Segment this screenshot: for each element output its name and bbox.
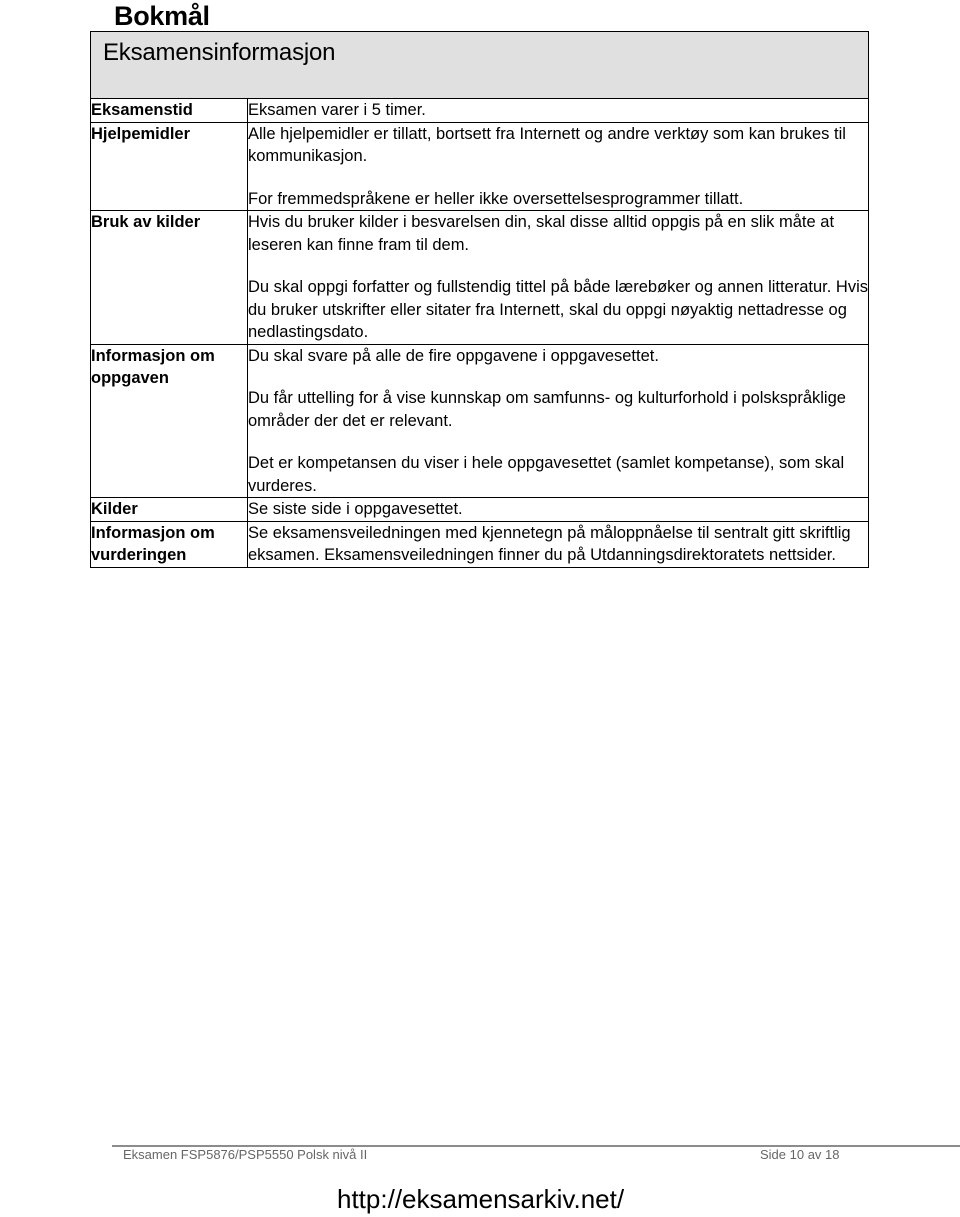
paragraph: Se eksamensveiledningen med kjennetegn på måloppnåelse til sentralt gitt skriftlig eksamen. Eksamensveiledningen finner du på Utdanningsdirektoratets nettsider. bbox=[248, 523, 851, 564]
table-row-hjelpemidler bbox=[91, 122, 869, 211]
paragraph: Du får uttelling for å vise kunnskap om samfunns- og kulturforhold i polskspråklige områder der det er relevant. bbox=[248, 389, 846, 430]
table-title-cell bbox=[91, 32, 869, 99]
row-content bbox=[248, 122, 869, 211]
row-label: Bruk av kilder bbox=[91, 211, 248, 345]
row-content bbox=[248, 99, 869, 123]
paragraph: Det er kompetansen du viser i hele oppgavesettet (samlet kompetanse), som skal vurderes. bbox=[248, 454, 845, 495]
table-row-informasjon-om-vurderingen bbox=[91, 521, 869, 567]
footer-exam-code: Eksamen FSP5876/PSP5550 Polsk nivå II bbox=[123, 1147, 368, 1162]
table-title: Eksamensinformasjon bbox=[103, 39, 336, 66]
table-row-eksamenstid bbox=[91, 99, 869, 123]
paragraph: Du skal svare på alle de fire oppgavene i oppgavesettet. bbox=[248, 346, 659, 365]
row-label: Eksamenstid bbox=[91, 99, 248, 123]
paragraph: Eksamen varer i 5 timer. bbox=[248, 101, 426, 119]
row-content bbox=[248, 498, 869, 522]
row-label: Kilder bbox=[91, 498, 248, 522]
row-content bbox=[248, 344, 869, 498]
row-label: Hjelpemidler bbox=[91, 122, 248, 211]
paragraph: Du skal oppgi forfatter og fullstendig tittel på både lærebøker og annen litteratur. Hvis du bruker utskrifter eller sitater fra Internett, skal du oppgi nøyaktig nettadresse og nedlastingsdato. bbox=[248, 278, 869, 341]
table-row-bruk-av-kilder bbox=[91, 211, 869, 345]
source-url: http://eksamensarkiv.net/ bbox=[337, 1184, 625, 1214]
row-label: Informasjon om oppgaven bbox=[91, 344, 248, 498]
table-row-informasjon-om-oppgaven bbox=[91, 344, 869, 498]
row-content bbox=[248, 211, 869, 345]
footer-page-number: Side 10 av 18 bbox=[760, 1147, 840, 1162]
paragraph: Alle hjelpemidler er tillatt, bortsett fra Internett og andre verktøy som kan brukes til kommunikasjon. bbox=[248, 124, 846, 165]
row-content bbox=[248, 521, 869, 567]
paragraph: Hvis du bruker kilder i besvarelsen din, skal disse alltid oppgis på en slik måte at leseren kan finne fram til dem. bbox=[248, 213, 835, 254]
language-heading: Bokmål bbox=[114, 1, 210, 31]
paragraph: For fremmedspråkene er heller ikke oversettelsesprogrammer tillatt. bbox=[248, 189, 744, 208]
exam-info-table bbox=[90, 31, 869, 568]
row-label: Informasjon om vurderingen bbox=[91, 521, 248, 567]
table-row-kilder bbox=[91, 498, 869, 522]
paragraph: Se siste side i oppgavesettet. bbox=[248, 500, 463, 518]
